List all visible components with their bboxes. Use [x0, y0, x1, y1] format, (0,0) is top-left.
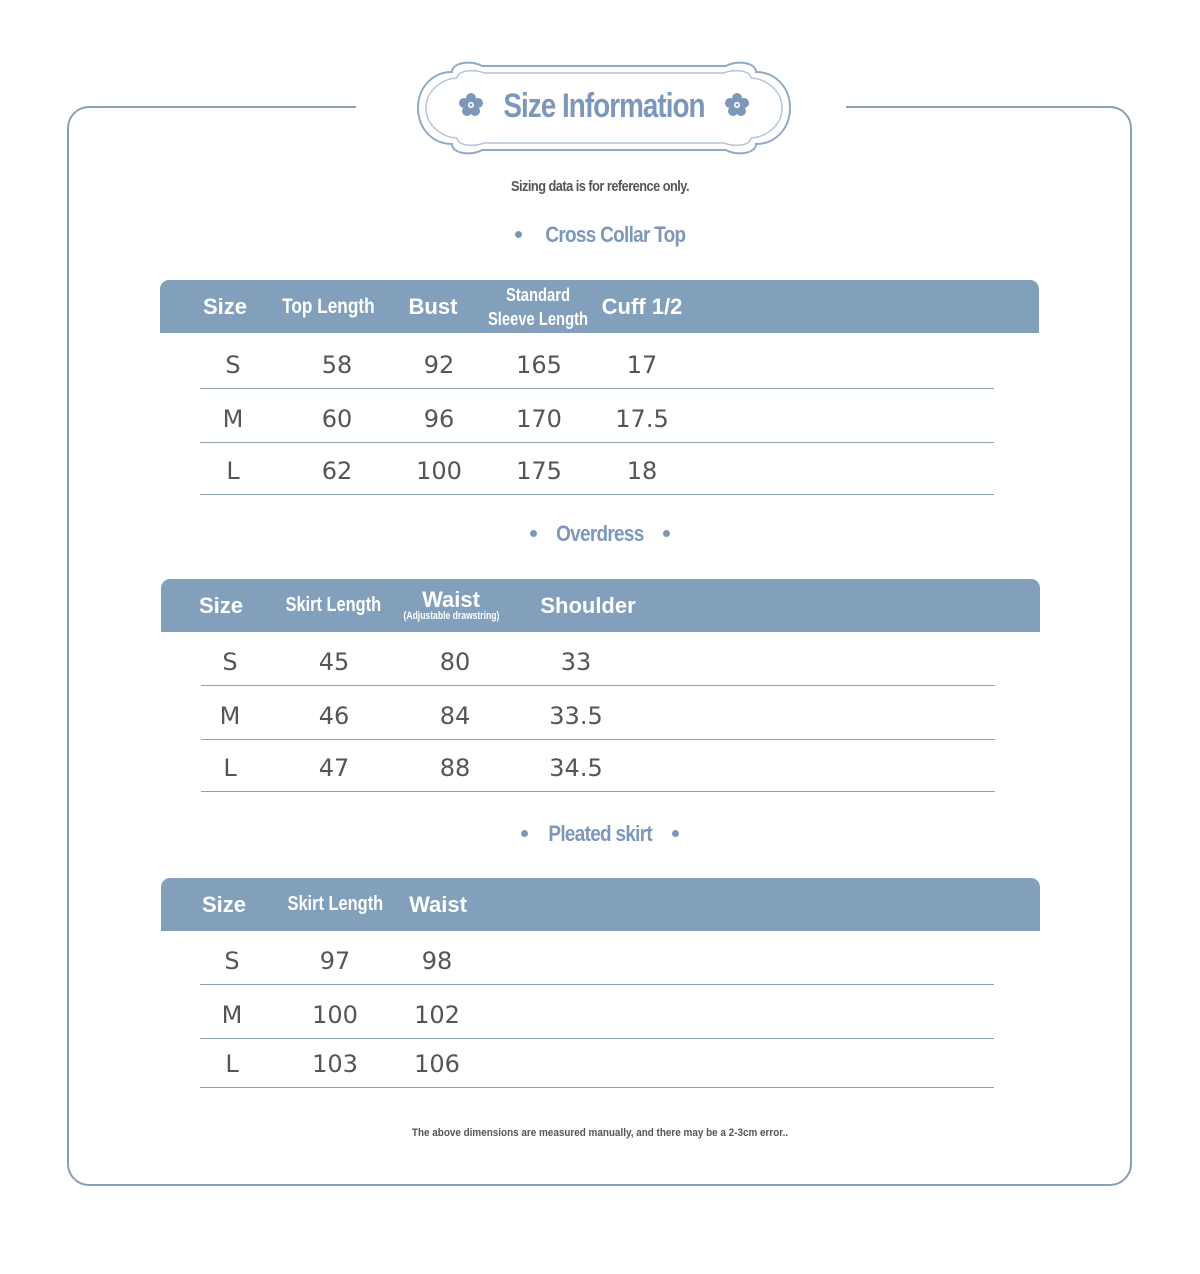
table-row: [200, 443, 994, 495]
cell-value: 106: [414, 1050, 460, 1078]
column-header-cuff: Cuff 1/2: [601, 293, 683, 319]
cell-value: 98: [421, 947, 453, 975]
column-header-size: Size: [201, 891, 247, 917]
cell-value: 100: [416, 457, 462, 485]
cell-size: M: [221, 1001, 243, 1029]
cell-value: 34.5: [549, 754, 603, 782]
cell-size: L: [226, 457, 240, 485]
measurement-error-note: The above dimensions are measured manually, and there may be a 2-3cm error..: [411, 1127, 789, 1139]
cell-value: 92: [423, 351, 455, 379]
cell-value: 103: [312, 1050, 358, 1078]
cell-value: 18: [626, 457, 658, 485]
table-header-pleated-skirt: [161, 878, 1040, 931]
cell-value: 58: [321, 351, 353, 379]
column-header-top-length: Top Length: [281, 294, 375, 318]
table-row: [200, 391, 994, 443]
column-header-waist: Waist (Adjustable drawstring): [403, 586, 499, 622]
title-badge: [412, 58, 796, 158]
cell-value: 17: [626, 351, 658, 379]
table-row: [201, 740, 995, 792]
cell-value: 88: [439, 754, 471, 782]
table-row: [200, 1036, 994, 1088]
section-title-pleated-skirt: Pleated skirt: [0, 821, 1200, 847]
column-header-size: Size: [198, 592, 244, 618]
cell-value: 100: [312, 1001, 358, 1029]
page-title: Size Information: [503, 87, 705, 125]
table-row: [200, 933, 994, 985]
column-header-sleeve-length: Standard Sleeve Length: [487, 284, 589, 329]
table-row: [200, 987, 994, 1039]
cell-value: 84: [439, 702, 471, 730]
bullet-dot: [515, 231, 522, 238]
cell-value: 175: [516, 457, 562, 485]
table-header-cross-collar-top: [160, 280, 1039, 333]
flower-icon: [724, 92, 750, 118]
cell-value: 165: [516, 351, 562, 379]
cell-value: 33: [560, 648, 592, 676]
cell-value: 170: [516, 405, 562, 433]
table-row: [201, 634, 995, 686]
column-header-size: Size: [202, 293, 248, 319]
cell-size: L: [223, 754, 237, 782]
cell-value: 96: [423, 405, 455, 433]
cell-value: 47: [318, 754, 350, 782]
table-row: [200, 337, 994, 389]
table-header-overdress: [161, 579, 1040, 632]
cell-value: 46: [318, 702, 350, 730]
cell-size: L: [225, 1050, 239, 1078]
cell-value: 102: [414, 1001, 460, 1029]
cell-size: S: [225, 351, 241, 379]
section-title-cross-collar-top: Cross Collar Top: [0, 222, 1200, 248]
bullet-dot: [530, 530, 537, 537]
cell-value: 80: [439, 648, 471, 676]
cell-value: 62: [321, 457, 353, 485]
reference-note: Sizing data is for reference only.: [511, 178, 689, 195]
cell-size: S: [224, 947, 240, 975]
cell-value: 33.5: [549, 702, 603, 730]
cell-value: 60: [321, 405, 353, 433]
section-title-overdress: Overdress: [0, 521, 1200, 547]
cell-value: 17.5: [615, 405, 669, 433]
bullet-dot: [663, 530, 670, 537]
cell-value: 45: [318, 648, 350, 676]
cell-size: S: [222, 648, 238, 676]
bullet-dot: [672, 830, 679, 837]
column-header-bust: Bust: [408, 293, 458, 319]
column-header-waist-note: (Adjustable drawstring): [403, 609, 499, 622]
bullet-dot: [521, 830, 528, 837]
column-header-shoulder: Shoulder: [540, 592, 636, 618]
table-row: [201, 688, 995, 740]
cell-size: M: [219, 702, 241, 730]
column-header-skirt-length: Skirt Length: [287, 893, 383, 915]
column-header-waist: Waist: [409, 891, 467, 917]
column-header-skirt-length: Skirt Length: [285, 594, 381, 616]
cell-size: M: [222, 405, 244, 433]
cell-value: 97: [319, 947, 351, 975]
